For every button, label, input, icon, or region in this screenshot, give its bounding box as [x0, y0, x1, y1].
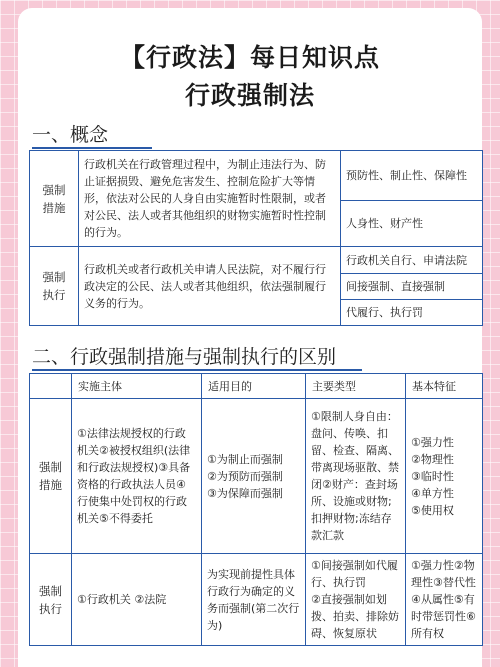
- measures-features: ①强力性 ②物理性 ③临时性 ④单方性 ⑤使用权: [406, 399, 483, 554]
- execution-feature-3: 代履行、执行罚: [341, 300, 483, 326]
- card: [18, 8, 482, 667]
- diff-table: [29, 373, 483, 646]
- execution-feature-1: 行政机关自行、申请法院: [341, 247, 483, 274]
- execution-types: ①间接强制如代履行、执行罚 ②直接强制如划拨、拍卖、排除妨碍、恢复原状: [306, 554, 406, 646]
- measures-description: 行政机关在行政管理过程中，为制止违法行为、防止证据损毁、避免危害发生、控制危险扩大等情形，依法对公民的人身自由实施暂时性限制，或者对公民、法人或者其他组织的财物实施暂时性控制的行为。: [79, 151, 341, 247]
- header-types: 主要类型: [306, 374, 406, 399]
- row-label-execution: 强制 执行: [30, 247, 79, 326]
- header-purpose: 适用目的: [202, 374, 306, 399]
- execution-feature-2: 间接强制、直接强制: [341, 274, 483, 300]
- concept-table: [29, 150, 483, 326]
- title-sub: 行政强制法: [184, 81, 315, 110]
- measures-purpose: ①为制止而强制 ②为预防而强制 ③为保障而强制: [202, 399, 306, 554]
- execution-purpose: 为实现前提性具体行政行为确定的义务而强制(第二次行为): [202, 554, 306, 646]
- measures-feature-1: 预防性、制止性、保障性: [341, 151, 483, 201]
- header-features: 基本特征: [406, 374, 483, 399]
- section-concept-underline: [32, 147, 152, 149]
- table-row: [30, 554, 483, 646]
- title-main: 【行政法】每日知识点: [119, 43, 380, 72]
- execution-description: 行政机关或者行政机关申请人民法院，对不履行行政决定的公民、法人或者其他组织，依法强制履行义务的行为。: [79, 247, 341, 326]
- row-label-measures: 强制 措施: [30, 151, 79, 247]
- table-row: [30, 399, 483, 554]
- header-subject: 实施主体: [72, 374, 202, 399]
- measures-types: ①限制人身自由：盘问、传唤、扣留、检查、隔离、带离现场驱散、禁闭②财产：查封场所、设施或财物;扣押财物;冻结存款汇款: [306, 399, 406, 554]
- section-concept-heading: 一、概念: [32, 124, 109, 146]
- section-diff-underline: [32, 369, 362, 371]
- header-empty: [30, 374, 72, 399]
- measures-subject: ①法律法规授权的行政机关②被授权组织(法律和行政法规授权)③具备资格的行政执法人员④行使集中处罚权的行政机关⑤不得委托: [72, 399, 202, 554]
- row-label-measures: 强制 措施: [30, 399, 72, 554]
- row-label-execution: 强制 执行: [30, 554, 72, 646]
- measures-feature-2: 人身性、财产性: [341, 201, 483, 247]
- section-diff-heading: 二、行政强制措施与强制执行的区别: [32, 346, 337, 368]
- execution-subject: ①行政机关 ②法院: [72, 554, 202, 646]
- execution-features: ①强力性②物理性③替代性④从属性⑤有时带惩罚性⑥所有权: [406, 554, 483, 646]
